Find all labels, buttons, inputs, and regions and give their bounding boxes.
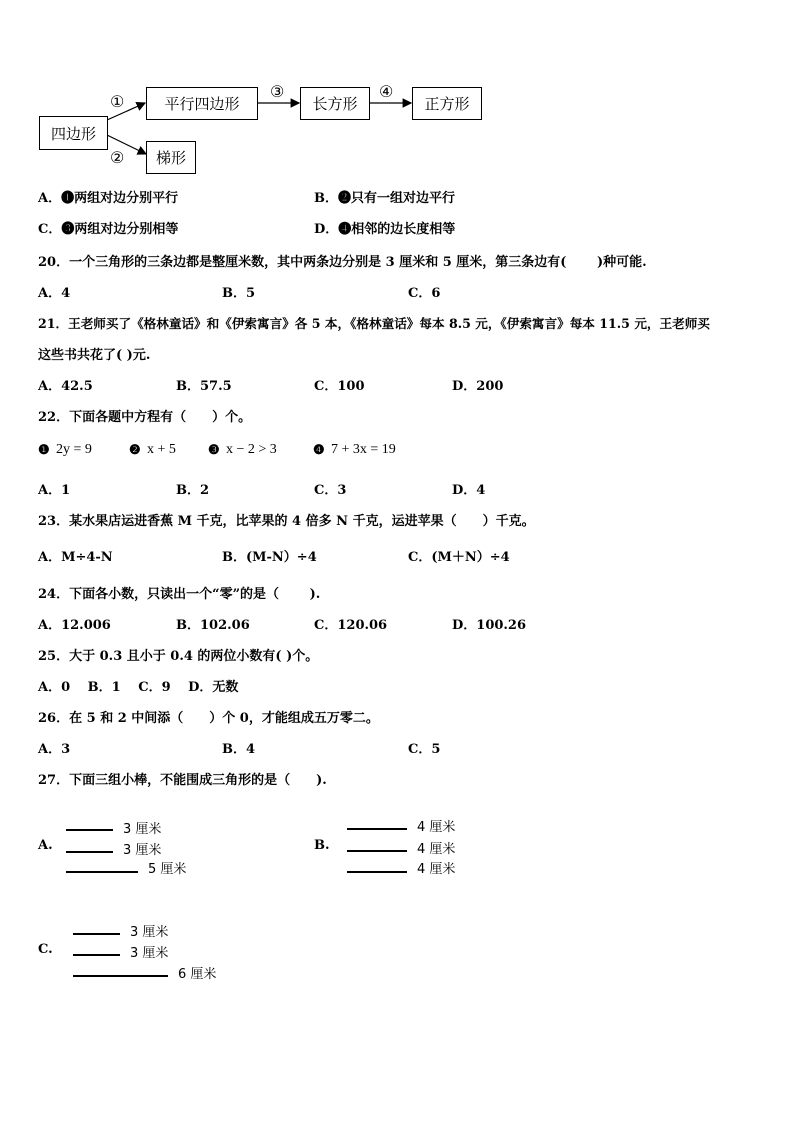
- q26-option-b: B．4: [222, 742, 256, 757]
- q22-text: 22．下面各题中方程有（ ）个。: [38, 410, 252, 425]
- stick-a3-label: 5 厘米: [148, 862, 187, 877]
- q23-option-a: A．M÷4-N: [38, 550, 113, 565]
- q22-option-b: B．2: [176, 483, 210, 498]
- box-square: 正方形: [412, 87, 482, 120]
- q21-option-d: D．200: [452, 379, 504, 394]
- stick-c2: [73, 954, 120, 956]
- q21-option-a: A．42.5: [38, 379, 93, 394]
- stick-c1-label: 3 厘米: [130, 925, 169, 940]
- q24-option-d: D．100.26: [452, 618, 527, 633]
- q25-text: 25．大于 0.3 且小于 0.4 的两位小数有( )个。: [38, 649, 319, 664]
- box-quadrilateral: 四边形: [39, 116, 108, 150]
- stick-b2-label: 4 厘米: [417, 842, 456, 857]
- stick-b1-label: 4 厘米: [417, 820, 456, 835]
- q26-option-a: A．3: [38, 742, 71, 757]
- q22-option-c: C．3: [314, 483, 347, 498]
- q27-text: 27．下面三组小棒，不能围成三角形的是（ ).: [38, 773, 327, 788]
- stick-c1: [73, 933, 120, 935]
- q27-option-c-label: C.: [38, 942, 53, 957]
- q21-option-c: C．100: [314, 379, 365, 394]
- stick-b3: [347, 871, 407, 873]
- diagram-label-2: ②: [110, 148, 125, 167]
- q20-text: 20．一个三角形的三条边都是整厘米数，其中两条边分别是 3 厘米和 5 厘米，第三条边有( )种可能.: [38, 255, 647, 270]
- q22-eq3: x − 2 > 3: [226, 442, 277, 457]
- q21-text-line2: 这些书共花了( )元.: [38, 348, 151, 363]
- q27-option-b-label: B.: [314, 838, 330, 853]
- q22-eq4-label: ❹: [313, 443, 325, 458]
- q20-option-a: A．4: [38, 286, 71, 301]
- q27-option-a-label: A.: [38, 838, 53, 853]
- q22-option-a: A．1: [38, 483, 71, 498]
- q22-eq4: 7 + 3x = 19: [331, 442, 396, 457]
- box-parallelogram: 平行四边形: [146, 87, 258, 120]
- q22-eq1-label: ❶: [38, 443, 50, 458]
- stick-c3: [73, 975, 168, 977]
- q20-option-b: B．5: [222, 286, 256, 301]
- q24-option-b: B．102.06: [176, 618, 250, 633]
- q19-option-c: C．❸两组对边分别相等: [38, 222, 179, 237]
- q24-text: 24．下面各小数，只读出一个“零”的是（ ).: [38, 587, 321, 602]
- q20-option-c: C．6: [408, 286, 441, 301]
- q19-option-d: D．❹相邻的边长度相等: [314, 222, 456, 237]
- q24-option-a: A．12.006: [38, 618, 111, 633]
- q26-text: 26．在 5 和 2 中间添（ ）个 0，才能组成五万零二。: [38, 711, 379, 726]
- q21-option-b: B．57.5: [176, 379, 232, 394]
- q25-options: A．0 B．1 C．9 D．无数: [38, 680, 239, 695]
- q22-eq3-label: ❸: [208, 443, 220, 458]
- box-rectangle: 长方形: [300, 87, 370, 120]
- box-trapezoid: 梯形: [146, 141, 196, 174]
- q23-text: 23．某水果店运进香蕉 M 千克，比苹果的 4 倍多 N 千克，运进苹果（ ）千克。: [38, 514, 535, 529]
- stick-b1: [347, 828, 407, 830]
- q23-option-b: B．(M-N）÷4: [222, 550, 317, 565]
- stick-a1-label: 3 厘米: [123, 822, 162, 837]
- q23-option-c: C．(M＋N）÷4: [408, 550, 510, 565]
- stick-b2: [347, 850, 407, 852]
- stick-c3-label: 6 厘米: [178, 967, 217, 982]
- stick-a2: [66, 851, 113, 853]
- stick-a2-label: 3 厘米: [123, 843, 162, 858]
- q22-eq2-label: ❷: [129, 443, 141, 458]
- stick-c2-label: 3 厘米: [130, 946, 169, 961]
- stick-b3-label: 4 厘米: [417, 862, 456, 877]
- q22-option-d: D．4: [452, 483, 486, 498]
- q19-option-a: A．❶两组对边分别平行: [38, 191, 179, 206]
- q22-eq1: 2y = 9: [56, 442, 92, 457]
- diagram-label-3: ③: [270, 82, 285, 101]
- q22-eq2: x + 5: [147, 442, 176, 457]
- q21-text-line1: 21．王老师买了《格林童话》和《伊索寓言》各 5 本，《格林童话》每本 8.5 元，《伊索寓言》每本 11.5 元，王老师买: [38, 316, 710, 331]
- diagram-label-1: ①: [110, 92, 125, 111]
- stick-a3: [66, 871, 138, 873]
- q26-option-c: C．5: [408, 742, 441, 757]
- q24-option-c: C．120.06: [314, 618, 388, 633]
- stick-a1: [66, 829, 113, 831]
- diagram-label-4: ④: [379, 82, 394, 101]
- q19-option-b: B．❷只有一组对边平行: [314, 191, 455, 206]
